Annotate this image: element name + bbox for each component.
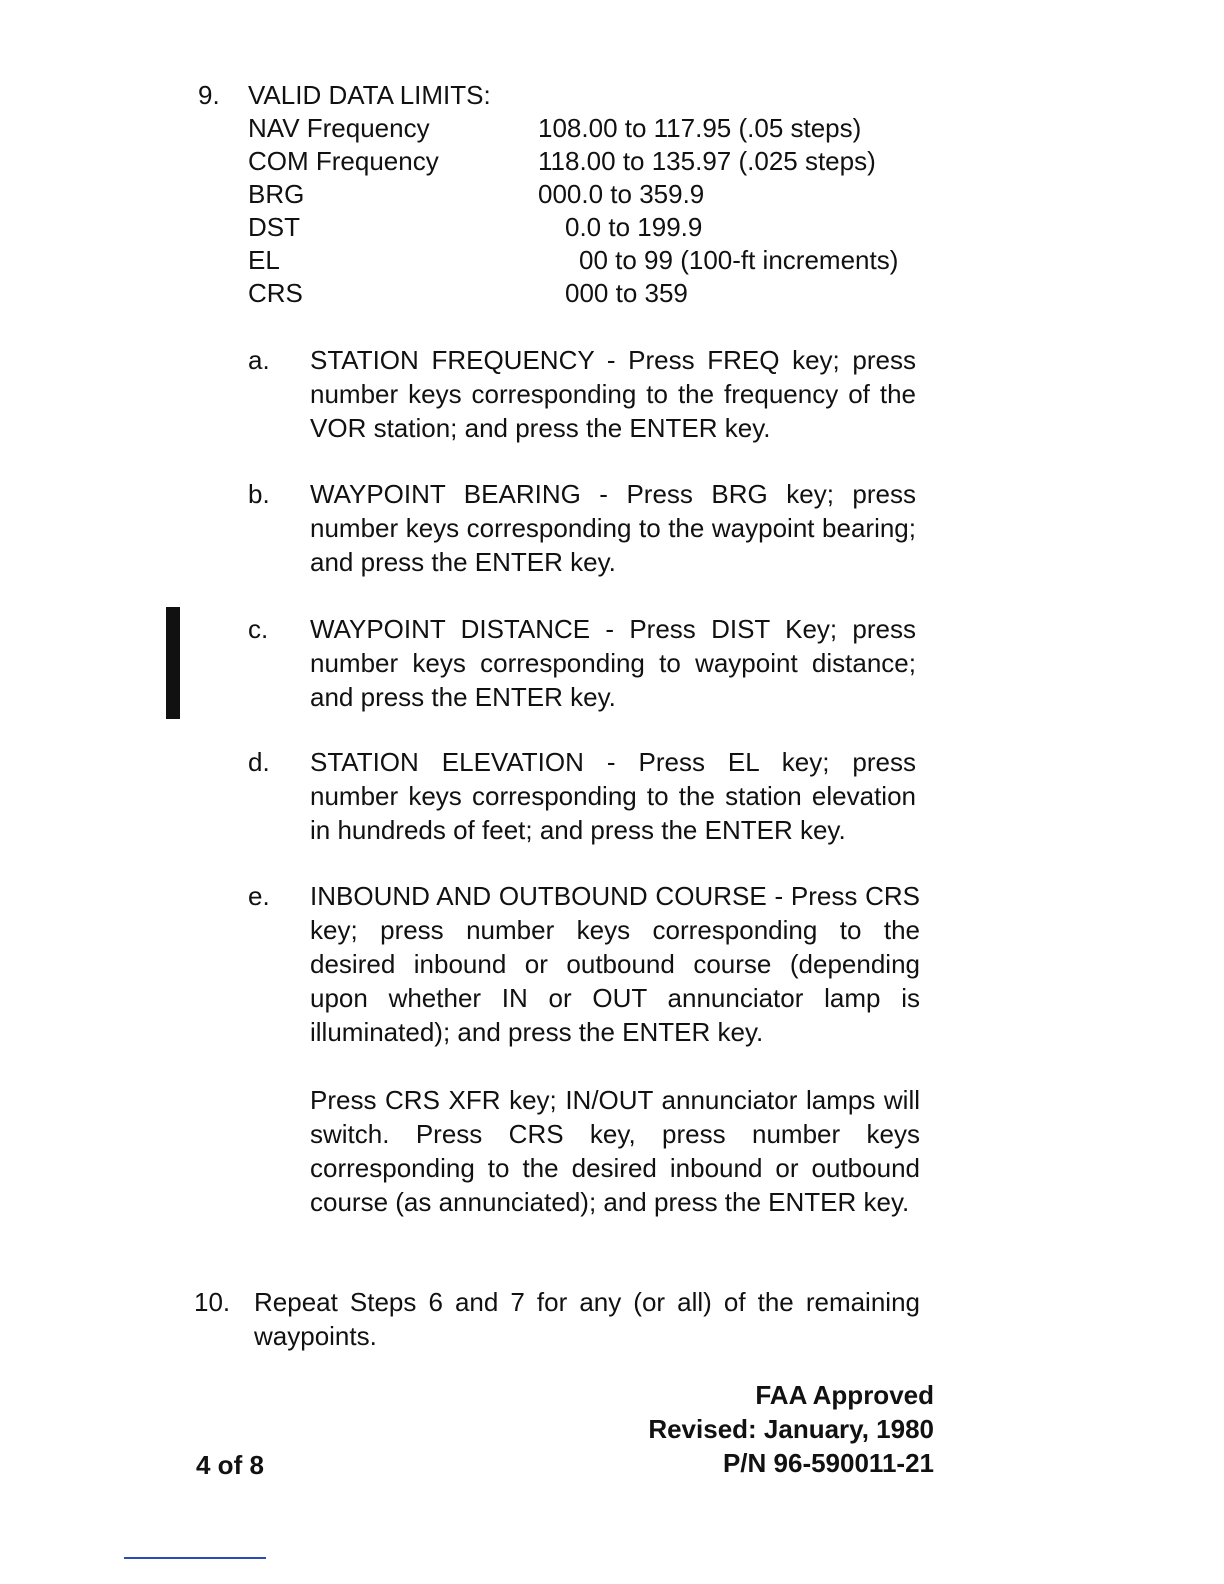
step-9-number: 9. [198, 80, 220, 110]
limit-label: EL [248, 245, 280, 275]
limit-value: 108.00 to 117.95 (.05 steps) [538, 113, 862, 143]
limit-label: CRS [248, 278, 303, 308]
substep-e-continued: Press CRS XFR key; IN/OUT annunciator lamps will switch. Press CRS key, press number keys corresponding to the desired inbound or outbound course (as annunciated); and press the ENTER key. [310, 1085, 920, 1217]
limit-label: COM Frequency [248, 146, 439, 176]
limit-value: 118.00 to 135.97 (.025 steps) [538, 146, 876, 176]
page-number: 4 of 8 [196, 1450, 264, 1480]
limit-value: 00 to 99 (100-ft increments) [579, 245, 899, 275]
limit-label: NAV Frequency [248, 113, 430, 143]
limit-label: BRG [248, 179, 305, 209]
underline-mark [124, 1557, 266, 1559]
limit-value: 000.0 to 359.9 [538, 179, 705, 209]
step-10-number: 10. [194, 1287, 231, 1317]
substep-letter: a. [248, 345, 270, 375]
limit-value: 000 to 359 [565, 278, 688, 308]
limit-label: DST [248, 212, 300, 242]
footer-approval: FAA Approved [755, 1380, 934, 1410]
substep-text: INBOUND AND OUTBOUND COURSE - Press CRS key; press number keys corresponding to the desired inbound or outbound course (depending upon whether IN or OUT annunciator lamp is illuminated); and press the ENTER key. [310, 881, 920, 1047]
footer-revised: Revised: January, 1980 [648, 1414, 934, 1444]
substep-text: WAYPOINT BEARING - Press BRG key; press number keys corresponding to the waypoint bearing; and press the ENTER key. [310, 479, 916, 577]
substep-letter: c. [248, 614, 269, 644]
substep-letter: e. [248, 881, 270, 911]
substep-text: WAYPOINT DISTANCE - Press DIST Key; press number keys corresponding to waypoint distance; and press the ENTER key. [310, 614, 916, 712]
revision-bar [166, 607, 180, 719]
substep-text: STATION FREQUENCY - Press FREQ key; press number keys corresponding to the frequency of the VOR station; and press the ENTER key. [310, 345, 916, 443]
substep-letter: d. [248, 747, 270, 777]
substep-letter: b. [248, 479, 270, 509]
footer-part-number: P/N 96-590011-21 [722, 1448, 934, 1478]
step-10-text: Repeat Steps 6 and 7 for any (or all) of the remaining waypoints. [254, 1287, 920, 1351]
step-9-heading: VALID DATA LIMITS: [248, 80, 491, 110]
limit-value: 0.0 to 199.9 [565, 212, 703, 242]
substep-text: STATION ELEVATION - Press EL key; press number keys corresponding to the station elevation in hundreds of feet; and press the ENTER key. [310, 747, 916, 845]
